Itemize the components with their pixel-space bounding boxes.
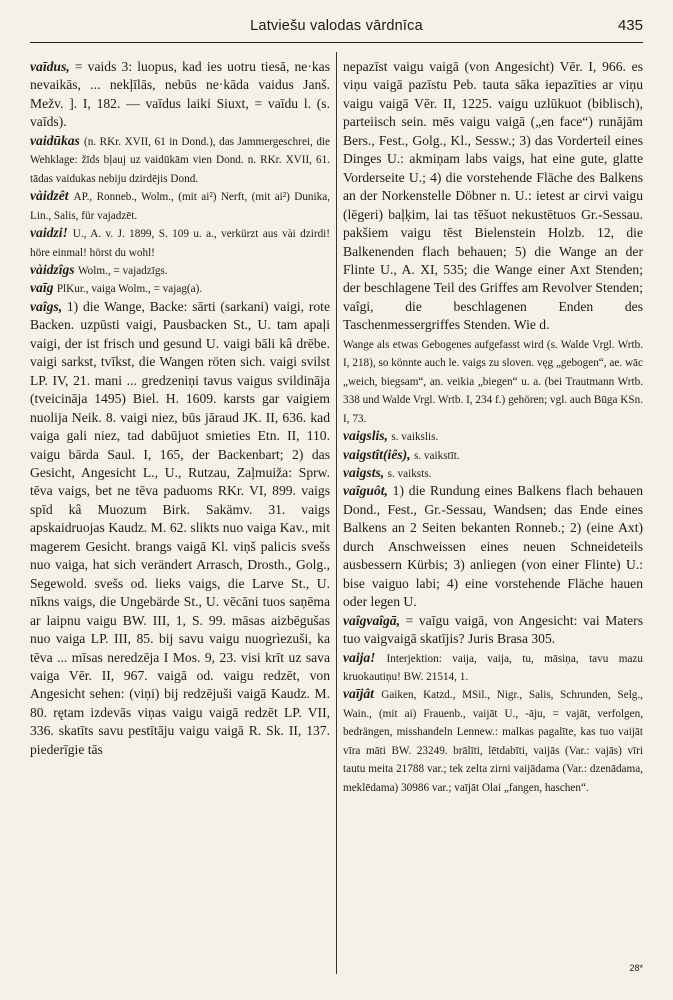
entry-body: = vaīgu vaigā, von Angesicht: vai Maters tuo vaigvaigā skatījis? Juris Brasa 305. bbox=[343, 612, 643, 647]
page-header bbox=[30, 16, 643, 43]
entry-body: 1) die Rundung eines Balkens flach behauen Dond., Fest., Gr.-Sessau, Wandsen; das Ende eines Balkens an 2 Seiten bekanten Ronneb.; 2) (eine Axt) durch Anschweissen eines neuen Schneideteils ausbessern Kürbis; 3) anliegen (von einer Flinte) U.: bise vaiguo labi; 4) eine vorstehende Fläche hauen oder legen U. bbox=[343, 483, 643, 610]
entry-headword: vaîgvaîgā, bbox=[343, 612, 401, 628]
entry-body: nepazīst vaigu vaigā (von Angesicht) Vēr. I, 966. es viņu vaigā pazīstu Peb. tauta sāka iepazīties ar viņu vaigu vaigā Vēr. II, 1225. vaigu uzlūkuot (biblisch), parteiisch sein. mēs vaigu vaigā („en face“) runājām Bers., Fest., Golg., Kl., Sessw.; 3) das Vorderteil eines Dinges U.: akmiņam labs vaigs, hat eine gute, glatte Vorderseite U.; 4) die vorstehende Fläche des Balkens an der Norkenstelle Döbner n. U.: ietest ar cirvi vaigu (lēgeri) baļķim, lai tas tēšuot nekustētuos Gr.-Sessau. pakšiem vaigu tēst Bielenstein Holzb. 12, die Balkenenden flach behauen; 5) die Wange an der Flinte U., A. XI, 535; die Wange einer Axt Stenden; der beschlagene Teil des Griffes am Revolver Stenden; vaîgi, die beschlagenen Enden des Taschenmessergriffes Stenden. Wie d. bbox=[343, 59, 643, 333]
entry-body: Wolm., = vajadzīgs. bbox=[77, 264, 168, 277]
entry-body: Wange als etwas Gebogenes aufgefasst wird (s. Walde Vrgl. Wrtb. I, 218), so könnte auch le. vaigs zu sloven. vęg „gebogen“, ae. wāc „weich, biegsam“, an. veikia „biegen“ u. a. (bei Trautmann Wrtb. 338 und Walde Vrgl. Wrtb. I, 234 f.) gehören; vgl. auch Būga KSn. I, 73. bbox=[343, 338, 643, 425]
entry-headword: vaigstît(iês), bbox=[343, 446, 411, 462]
entry-headword: vaija! bbox=[343, 649, 376, 665]
entry-body: = vaids 3: luopus, kad ies uotru tiesā, ne·kas nevaikās, ... nekļīlās, nebūs ne·kāda vaidus Janš. Mežv. ]. I, 182. — vaīdus laiki Siuxt, = vaīdu l. (s. vaīds). bbox=[30, 59, 330, 130]
column-divider bbox=[336, 52, 337, 974]
entry-body: 1) die Wange, Backe: sārti (sarkani) vaigi, rote Backen. uzpūsti vaigi, Pausbacken St., U. tam apaļi vaigi, der ist frisch und gesund U. vaigi bāli kâ drēbe. vaigi sarkst, tvīkst, die Wangen röten sich. vaigi svilst LP. IV, 21. mani ... gredzeniņi tavus vaigus svildināja (tveicināja 1495) Biel. H. 1609. karsts gar vaigiem nuolija Neik. 8. vaigi niez, būs jāraud JK. II, 636. kad vaiga gali niez, tad dabūjuot smieties Etn. II, 110. vaigu bārda Saul. I, 165, der Backenbart; 2) das Gesicht, Angesicht L., U., Rutzau, Zaļmuiža: Sprw. tēva vaigs, bet ne tēva paduoms RKr. VI, 899. vaigs spīd kâ Muozum Birk. Sakämv. 31. vaigs apskaidruojas Kaudz. M. 62. slikts nuo vaiga Kav., mit magerem Gesicht. brangs vaigā Kl. viņš palicis svešs nuo vaiga, hat sich verändert Arrasch, Drosth., Golg., Segewold. svešs od. lieks vaigs, die Larve St., U. nīkns vaigs, die Ungebärde St., U. vēcāni tuos saņēma ar laipnu vaigu BW. III, 1, S. 99. māsas aizbēgušas nuo vaiga LP. III, 85. bij savu vaigu nuogrìezuši, ka tēva ... mīsas neredzēja I Mos. 9, 23. visi krīt uz sava vaiga Vēr. II, 967. vaigā od. vaigu redzēt, von Angesicht sehen: (viņi) bij redzējuši vaigā Kaudz. M. 80. rętam izdevās viņas vaigu vaigā redzēt LP. VII, 336. skatīts savu pestītāju vaigu vaigā R. Sk. II, 137. piederīgie tās bbox=[30, 298, 330, 757]
dictionary-entry bbox=[30, 187, 330, 224]
left-column bbox=[30, 58, 330, 974]
entry-headword: vaigsts, bbox=[343, 464, 385, 480]
dictionary-entry bbox=[30, 132, 330, 187]
entry-body: PlKur., vaiga Wolm., = vajag(a). bbox=[56, 283, 203, 296]
page-number: 435 bbox=[617, 17, 643, 34]
dictionary-entry bbox=[343, 649, 643, 686]
signature-mark: 28* bbox=[629, 963, 643, 973]
entry-body: s. vaiksts. bbox=[387, 467, 432, 480]
entry-headword: vaigslis, bbox=[343, 428, 388, 444]
dictionary-entry bbox=[30, 279, 330, 297]
entry-headword: vaīg bbox=[30, 280, 54, 296]
entry-headword: vaîguôt, bbox=[343, 483, 388, 499]
entry-headword: vaījât bbox=[343, 686, 374, 702]
entry-body: Gaiken, Katzd., MSil., Nigr., Salis, Schrunden, Selg., Wain., (mit ai) Frauenb., vaijāt U., -āju, = vajāt, verfolgen, bedrängen, misshandeln Lennew.: malkas pagalīte, kas tuo vaijāt vīra māti BW. 23249. brālīti, lētdabīti, vaijās (Var.: vajās) vīri tautu meita 21788 var.; tek zelta zirni vaijādama (Var.: dzenādama, meklēdama) 30986 var.; vaījāt Olai „fangen, haschen“. bbox=[343, 689, 643, 794]
entry-body: s. vaikslis. bbox=[391, 431, 439, 444]
entry-body: AP., Ronneb., Wolm., (mit ai²) Nerft, (mit ai²) Dunika, Lin., Salis, für vajadzēt. bbox=[30, 191, 330, 222]
dictionary-entry bbox=[343, 446, 643, 464]
dictionary-entry bbox=[343, 685, 643, 796]
entry-headword: vàidzîgs bbox=[30, 261, 75, 277]
running-title: Latviešu valodas vārdnīca bbox=[250, 18, 423, 34]
dictionary-entry bbox=[343, 612, 643, 649]
entry-body: s. vaikstīt. bbox=[413, 449, 460, 462]
entry-headword: vaîgs, bbox=[30, 298, 63, 314]
entry-headword: vaidūkas bbox=[30, 132, 80, 148]
right-column bbox=[343, 58, 643, 974]
dictionary-entry bbox=[30, 58, 330, 132]
entry-headword: vaidzi! bbox=[30, 225, 68, 241]
dictionary-entry bbox=[30, 298, 330, 759]
dictionary-entry bbox=[343, 464, 643, 482]
dictionary-entry bbox=[30, 261, 330, 279]
entry-body: Interjektion: vaija, vaija, tu, māsiņa, tavu mazu kruokautiņu! BW. 21514, 1. bbox=[343, 652, 643, 683]
entry-body: U., A. v. J. 1899, S. 109 u. a., verkürzt aus vài dzirdi! höre einmal! hörst du wohl! bbox=[30, 228, 330, 259]
dictionary-entry bbox=[343, 427, 643, 445]
entry-headword: vaīdus, bbox=[30, 59, 70, 74]
dictionary-entry bbox=[343, 335, 643, 427]
dictionary-entry bbox=[30, 224, 330, 261]
dictionary-entry bbox=[343, 58, 643, 335]
entry-body: (n. RKr. XVII, 61 in Dond.), das Jammergeschrei, die Wehklage: žīds bļauj uz vaidūkām vien Dond. n. RKr. XVII, 61. tādas vaidukas nebiju dzirdējis Dond. bbox=[30, 135, 330, 185]
entry-headword: vàidzêt bbox=[30, 188, 69, 204]
dictionary-entry bbox=[343, 482, 643, 611]
